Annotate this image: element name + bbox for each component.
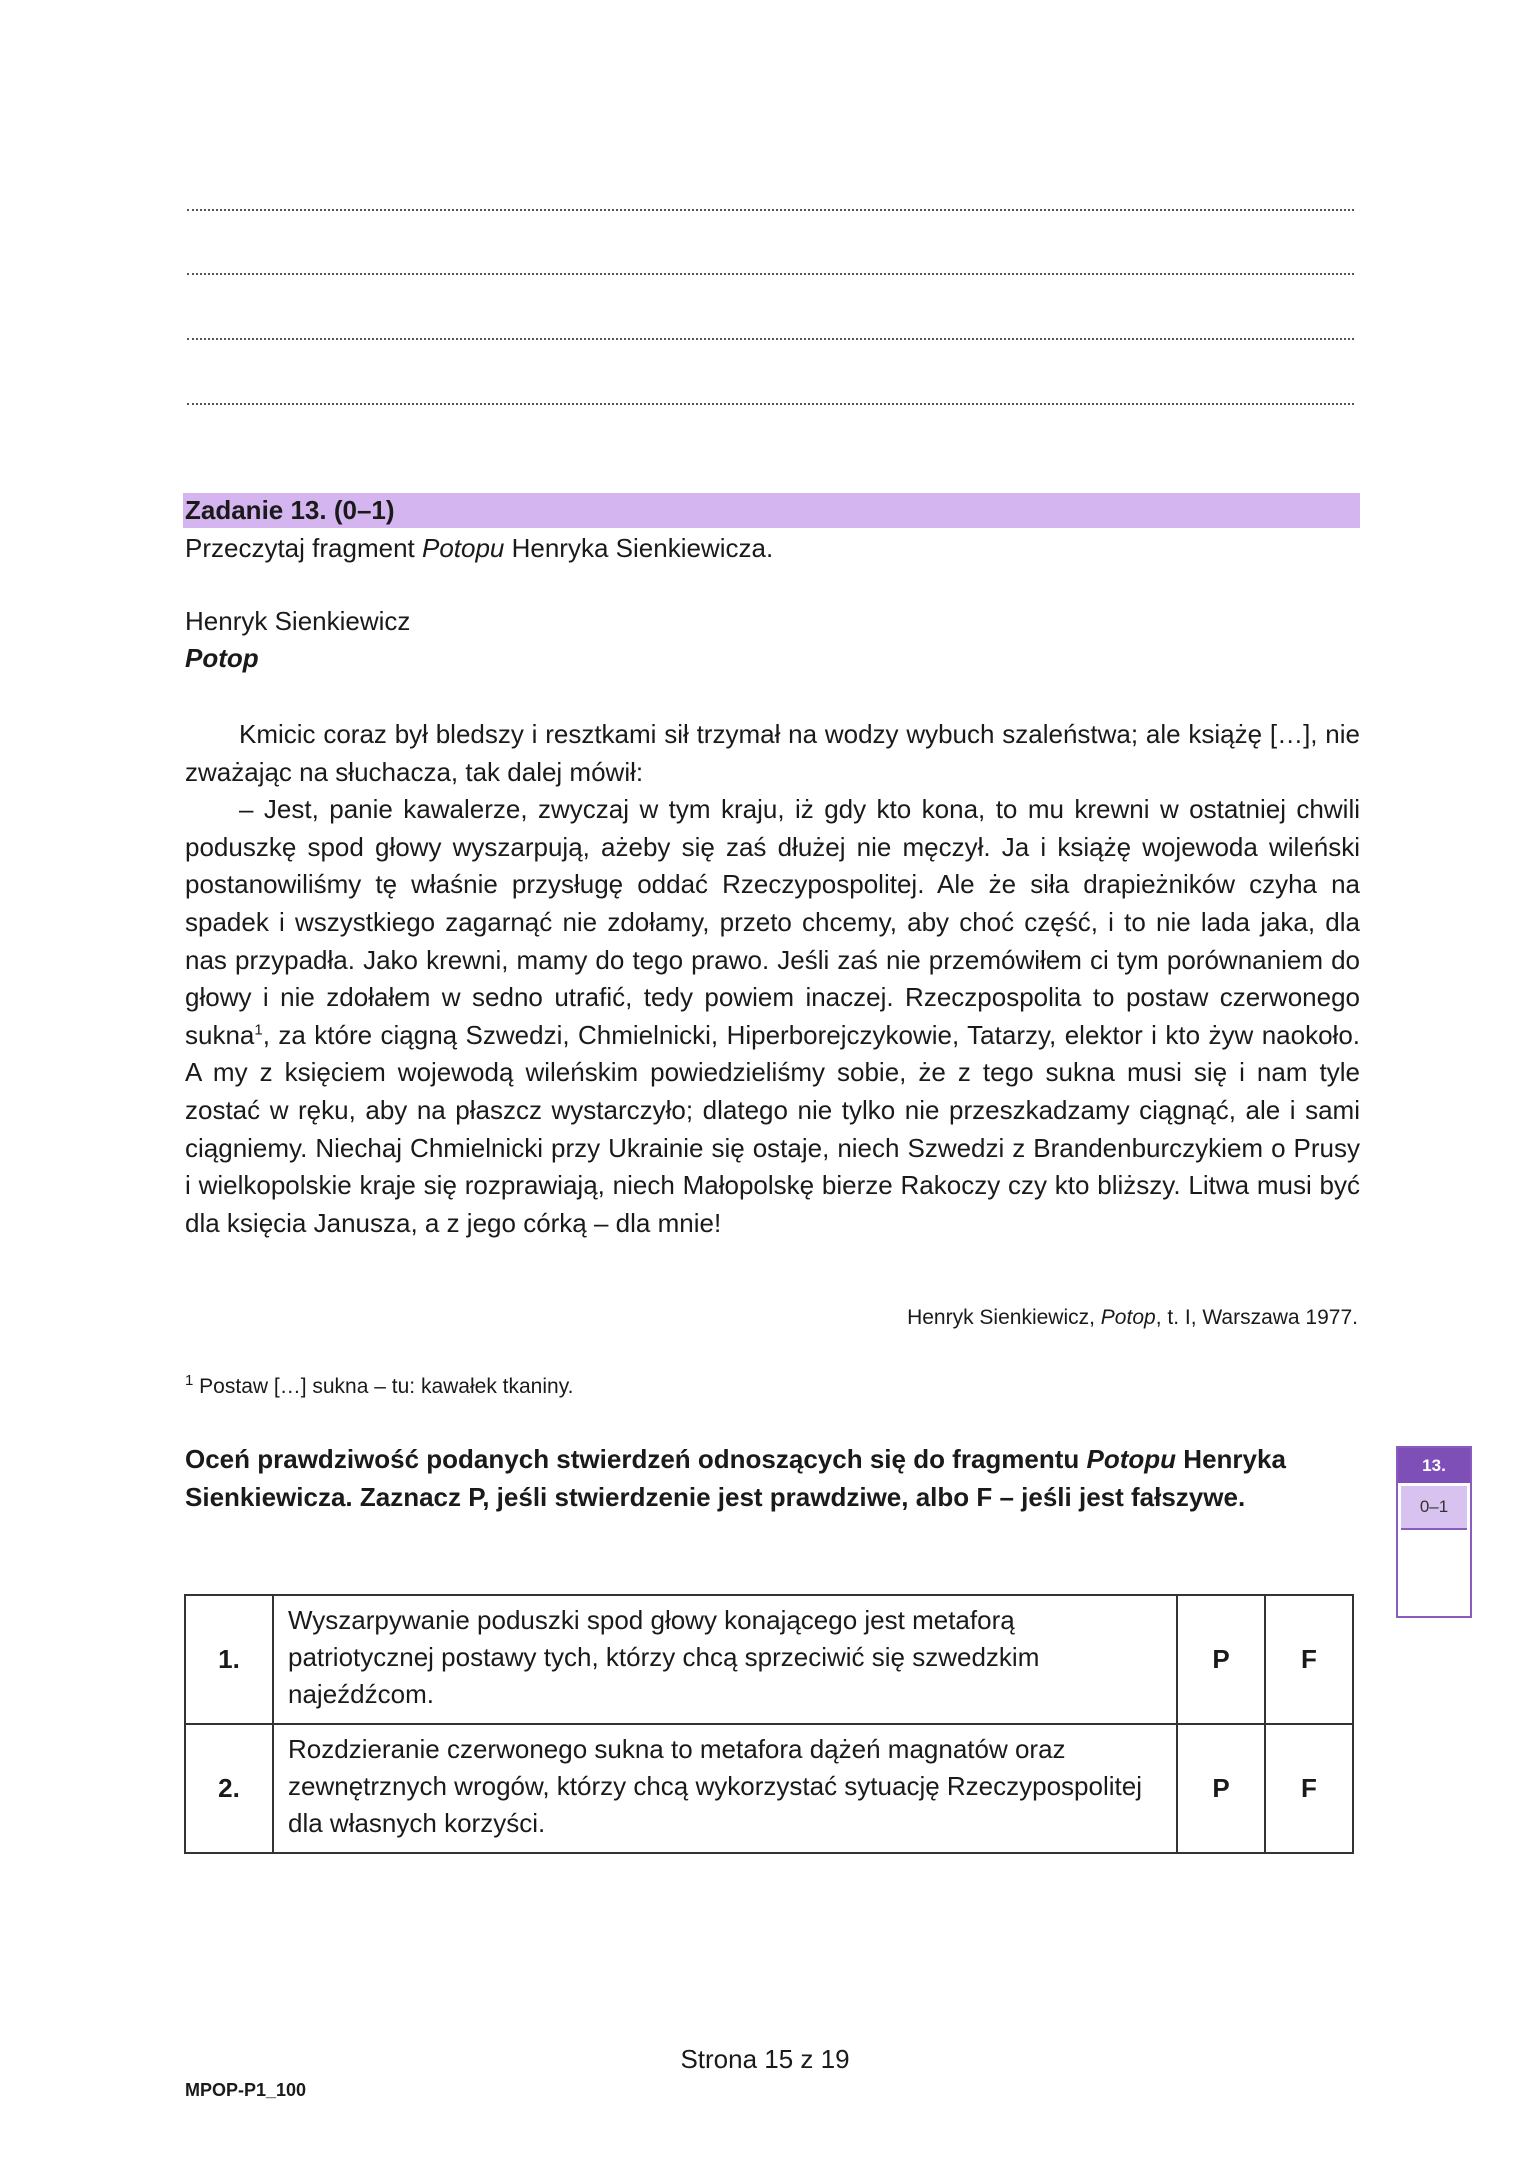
source-title: Potop — [1100, 1306, 1156, 1329]
task-intro-text: Przeczytaj fragment — [185, 533, 422, 563]
statement-text: Wyszarpywanie poduszki spod głowy konającego jest metaforą patriotycznej postawy tych, którzy chcą sprzeciwić się szwedzkim najeźdźcom. — [273, 1595, 1177, 1724]
task-intro-text-end: Henryka Sienkiewicza. — [504, 533, 774, 563]
footnote-text: Postaw […] sukna – tu: kawałek tkaniny. — [193, 1375, 574, 1398]
answer-line-3[interactable] — [187, 338, 1354, 340]
passage-text-a: – Jest, panie kawalerze, zwyczaj w tym kraju, iż gdy kto kona, to mu krewni w ostatniej chwili poduszkę spod głowy wyszarpują, ażeby się zaś dłużej nie męczył. Ja i książę wojewoda wileński postanowiliśmy tę właśnie przysługę oddać Rzeczypospolitej. Ale że siła drapieżników czyha na spadek i wszystkiego zagarnąć nie zdołamy, przeto chcemy, aby choć część, i to nie lada jaka, dla nas przypadła. Jako krewni, mamy do tego prawo. Jeśli zaś nie przemówiłem ci tym porównaniem do głowy i nie zdołałem w sedno utrafić, tedy powiem inaczej. Rzeczpospolita to postaw czerwonego sukna — [185, 794, 1360, 1050]
true-option[interactable]: P — [1177, 1724, 1265, 1853]
passage-paragraph-1: Kmicic coraz był bledszy i resztkami sił trzymał na wodzy wybuch szaleństwa; ale książę […], nie zważając na słuchacza, tak dalej mówił: — [185, 719, 1360, 787]
source-author: Henryk Sienkiewicz, — [907, 1306, 1101, 1329]
footnote — [185, 1372, 573, 1402]
passage-paragraph-2 — [185, 791, 1360, 1242]
statement-text: Rozdzieranie czerwonego sukna to metafora dążeń magnatów oraz zewnętrznych wrogów, którzy chcą wykorzystać sytuację Rzeczypospolitej dla własnych korzyści. — [273, 1724, 1177, 1853]
score-task-number: 13. — [1398, 1448, 1470, 1483]
literary-passage — [185, 716, 1360, 1242]
footnote-number: 1 — [185, 1372, 194, 1389]
exam-code: MPOP-P1_100 — [185, 2080, 307, 2100]
task-instruction — [185, 1440, 1360, 1516]
instruction-title: Potopu — [1086, 1444, 1177, 1474]
answer-line-4[interactable] — [187, 403, 1354, 405]
work-author: Henryk Sienkiewicz — [185, 606, 411, 636]
task-intro-title: Potopu — [421, 533, 505, 563]
statement-number: 2. — [185, 1724, 273, 1853]
score-box — [1396, 1446, 1472, 1618]
footnote-marker: 1 — [254, 1021, 263, 1039]
true-false-table — [184, 1594, 1354, 1854]
instruction-text: Oceń prawdziwość podanych stwierdzeń odnoszących się do fragmentu — [185, 1444, 1087, 1474]
source-citation — [907, 1303, 1358, 1333]
statement-number: 1. — [185, 1595, 273, 1724]
false-option[interactable]: F — [1265, 1595, 1353, 1724]
score-points: 0–1 — [1401, 1486, 1467, 1530]
table-row — [185, 1595, 1353, 1724]
answer-line-2[interactable] — [187, 273, 1354, 275]
table-row — [185, 1724, 1353, 1853]
false-option[interactable]: F — [1265, 1724, 1353, 1853]
task-header: Zadanie 13. (0–1) — [183, 493, 1360, 528]
instruction-text-end: Henryka Sienkiewicza. Zaznacz P, jeśli stwierdzenie jest prawdziwe, albo F – jeśli jest fałszywe. — [185, 1444, 1286, 1512]
source-details: , t. I, Warszawa 1977. — [1155, 1306, 1358, 1329]
answer-line-1[interactable] — [187, 209, 1354, 211]
task-intro — [185, 530, 773, 567]
page-number: Strona 15 z 19 — [680, 2044, 850, 2074]
true-option[interactable]: P — [1177, 1595, 1265, 1724]
work-title: Potop — [185, 643, 259, 673]
passage-text-b: , za które ciągną Szwedzi, Chmielnicki, Hiperborejczykowie, Tatarzy, elektor i kto żyw naokoło. A my z księciem wojewodą wileńskim powiedzieliśmy sobie, że z tego sukna musi się i nam tyle zostać w ręku, aby na płaszcz wystarczyło; dlatego nie tylko nie przeszkadzamy ciągnąć, ale i sami ciągniemy. Niechaj Chmielnicki przy Ukrainie się ostaje, niech Szwedzi z Brandenburczykiem o Prusy i wielkopolskie kraje się rozprawiają, niech Małopolskę bierze Rakoczy czy kto bliższy. Litwa musi być dla księcia Janusza, a z jego córką – dla mnie! — [185, 1019, 1360, 1238]
